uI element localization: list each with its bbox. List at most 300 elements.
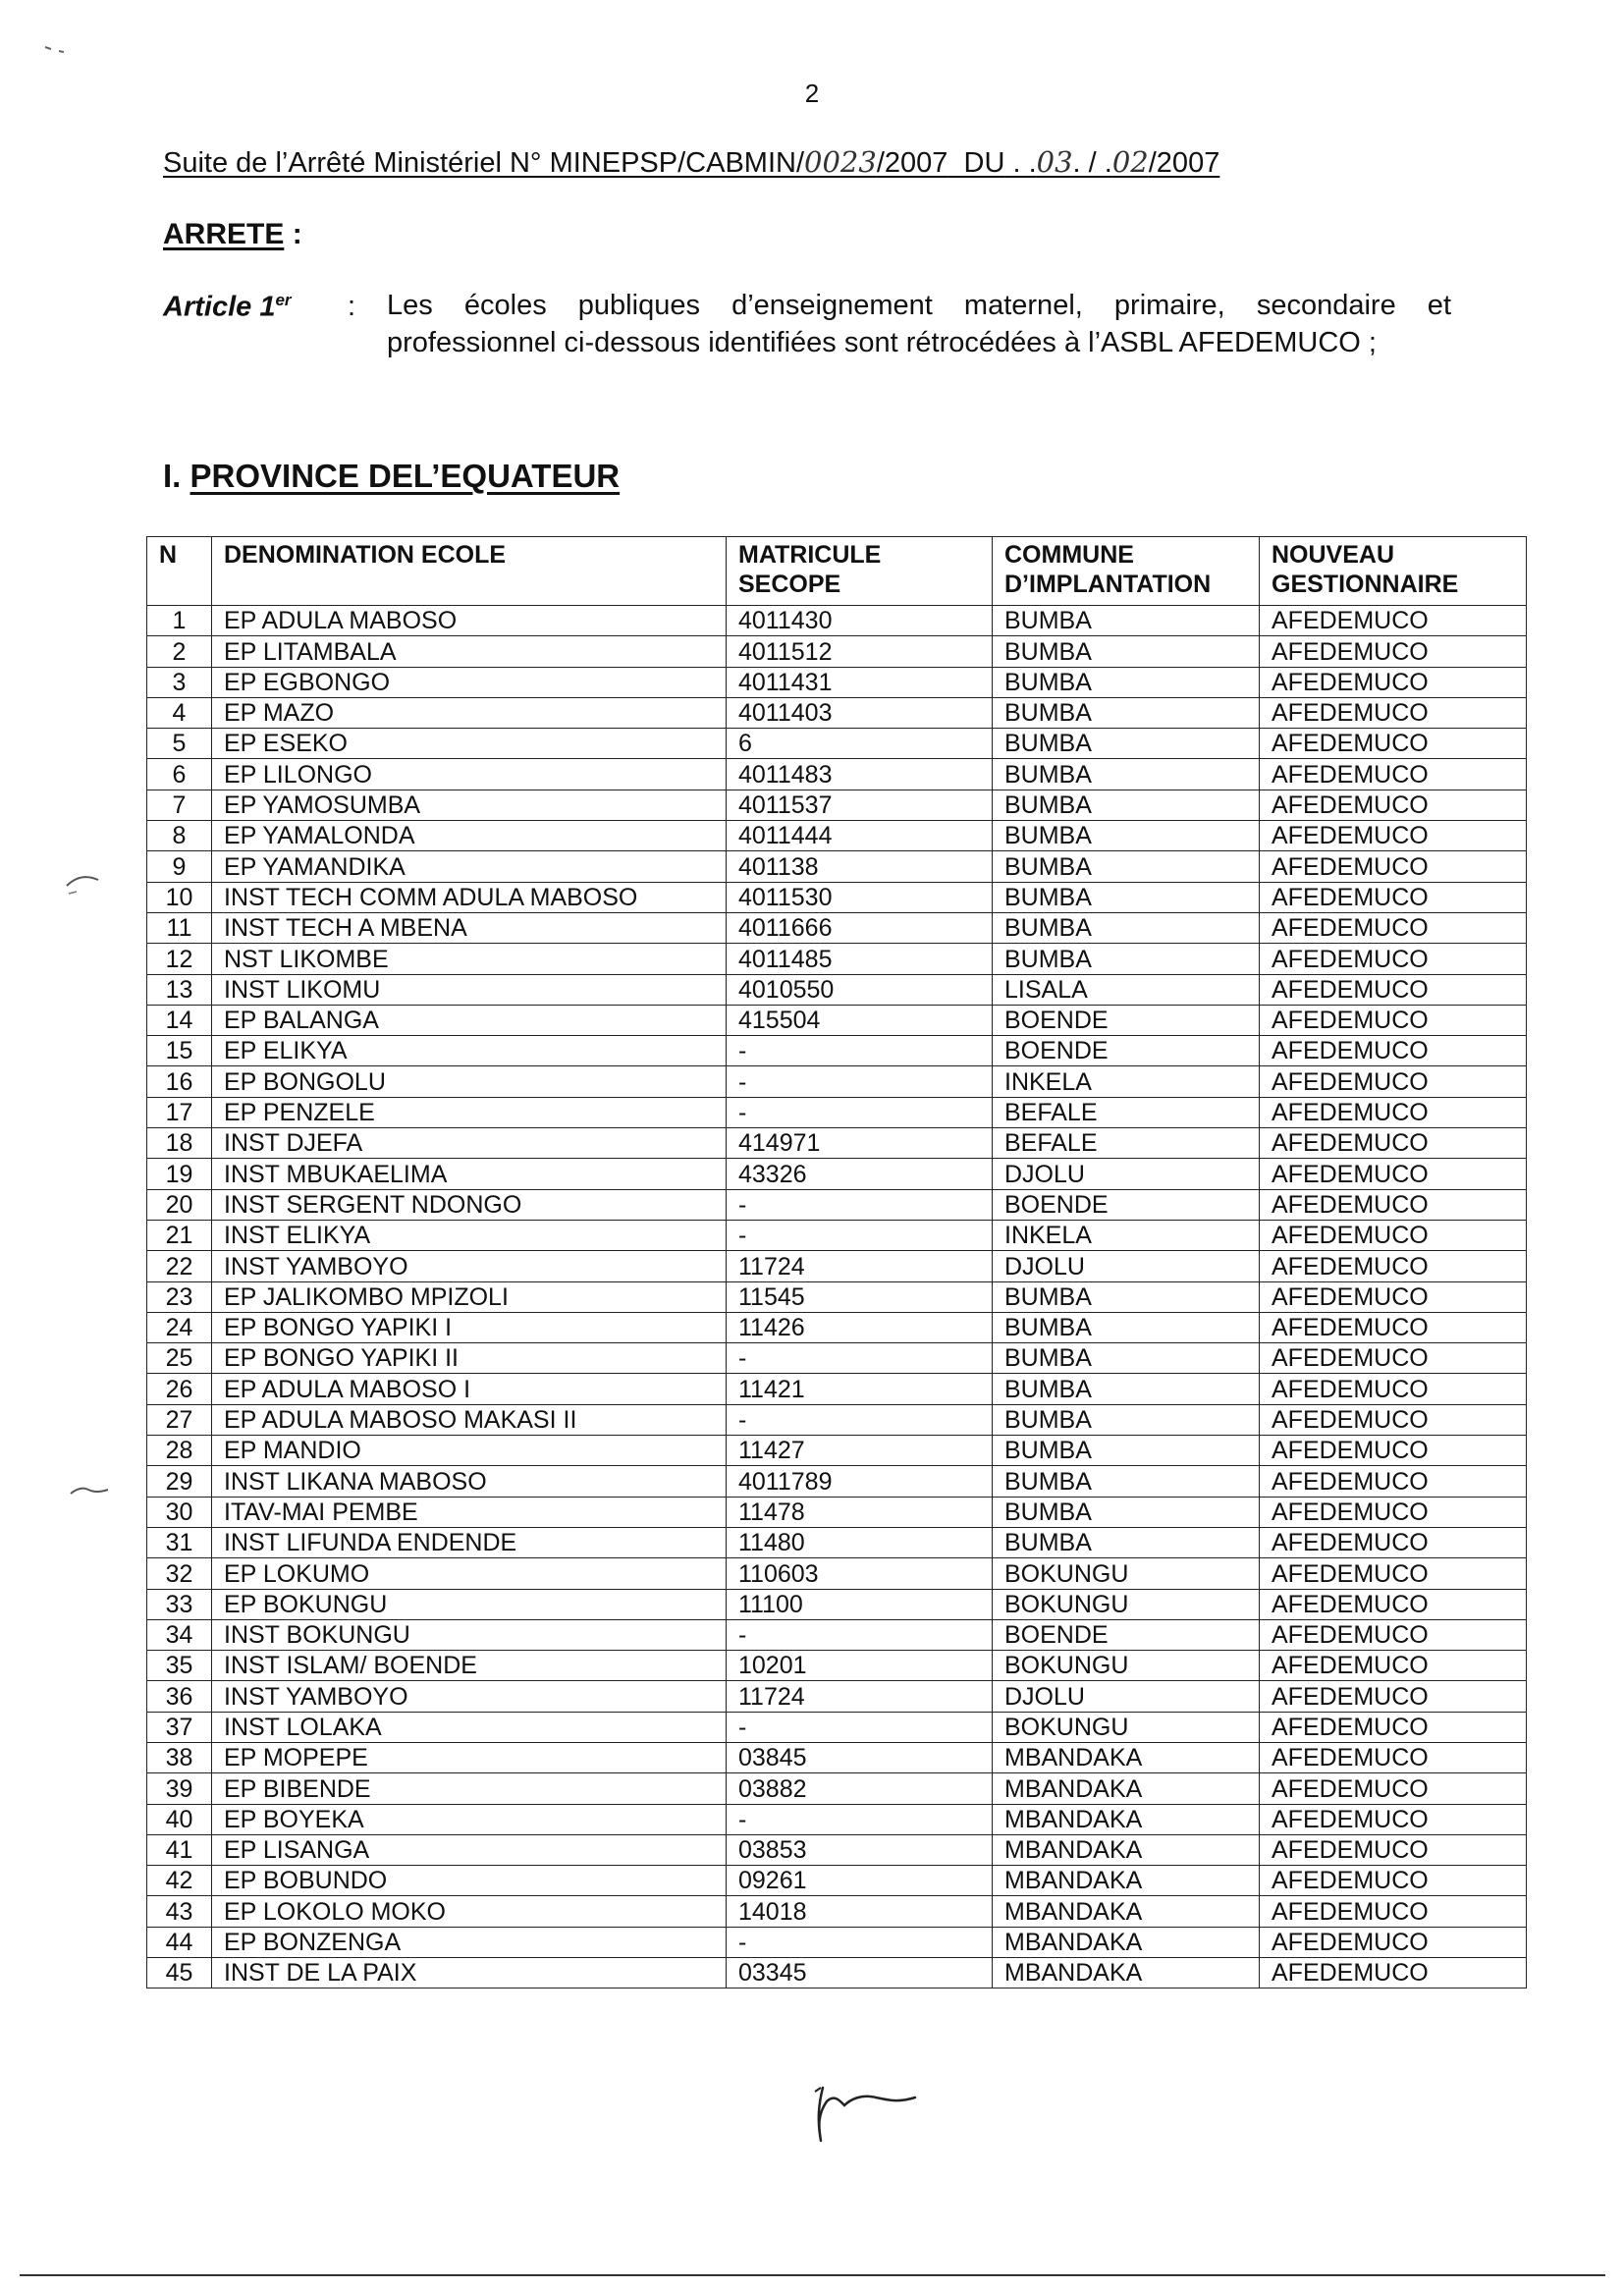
matricule-secope-cell: 4011483	[727, 759, 993, 790]
matricule-secope-cell: 6	[727, 729, 993, 759]
commune-cell: BUMBA	[993, 821, 1260, 851]
row-number-cell: 43	[147, 1896, 212, 1927]
gestionnaire-cell: AFEDEMUCO	[1260, 1189, 1527, 1220]
school-name-cell: INST LIFUNDA ENDENDE	[212, 1527, 727, 1557]
matricule-secope-cell: 4011485	[727, 944, 993, 974]
row-number-cell: 24	[147, 1312, 212, 1342]
row-number-cell: 22	[147, 1251, 212, 1281]
table-row	[147, 1712, 1527, 1742]
row-number-cell: 36	[147, 1681, 212, 1712]
table-row	[147, 1742, 1527, 1772]
school-name-cell: INST ISLAM/ BOENDE	[212, 1651, 727, 1681]
gestionnaire-cell: AFEDEMUCO	[1260, 697, 1527, 728]
header-gestionnaire-line2: GESTIONNAIRE	[1272, 571, 1459, 598]
commune-cell: BOENDE	[993, 1189, 1260, 1220]
row-number-cell: 37	[147, 1712, 212, 1742]
table-row	[147, 1558, 1527, 1589]
page-number: 2	[804, 79, 820, 108]
commune-cell: BUMBA	[993, 1404, 1260, 1435]
row-number-cell: 33	[147, 1589, 212, 1619]
school-name-cell: EP BONGOLU	[212, 1066, 727, 1097]
row-number-cell: 18	[147, 1128, 212, 1159]
section-number: I.	[163, 458, 190, 494]
row-number-cell: 6	[147, 759, 212, 790]
row-number-cell: 2	[147, 636, 212, 667]
table-row	[147, 1312, 1527, 1342]
school-name-cell: EP LISANGA	[212, 1834, 727, 1865]
school-name-cell: INST TECH A MBENA	[212, 912, 727, 943]
gestionnaire-cell: AFEDEMUCO	[1260, 1066, 1527, 1097]
header-commune-line2: D’IMPLANTATION	[1004, 571, 1212, 598]
row-number-cell: 12	[147, 944, 212, 974]
row-number-cell: 41	[147, 1834, 212, 1865]
table-row	[147, 1404, 1527, 1435]
matricule-secope-cell: 401138	[727, 851, 993, 882]
row-number-cell: 29	[147, 1466, 212, 1497]
row-number-cell: 39	[147, 1773, 212, 1804]
gestionnaire-cell: AFEDEMUCO	[1260, 1834, 1527, 1865]
decree-date-year: /2007	[1148, 147, 1220, 179]
school-name-cell: EP LILONGO	[212, 759, 727, 790]
gestionnaire-cell: AFEDEMUCO	[1260, 851, 1527, 882]
school-name-cell: EP EGBONGO	[212, 667, 727, 697]
matricule-secope-cell: 4011431	[727, 667, 993, 697]
matricule-secope-cell: 4011403	[727, 697, 993, 728]
header-denomination-label: DENOMINATION ECOLE	[224, 541, 507, 569]
commune-cell: MBANDAKA	[993, 1896, 1260, 1927]
gestionnaire-cell: AFEDEMUCO	[1260, 974, 1527, 1005]
gestionnaire-cell: AFEDEMUCO	[1260, 1466, 1527, 1497]
gestionnaire-cell: AFEDEMUCO	[1260, 1159, 1527, 1189]
matricule-secope-cell: -	[727, 1036, 993, 1066]
commune-cell: BUMBA	[993, 790, 1260, 820]
section-title-text: PROVINCE DEL’EQUATEUR	[189, 458, 621, 494]
table-row	[147, 1066, 1527, 1097]
table-row	[147, 1466, 1527, 1497]
margin-tick-mark	[59, 864, 118, 903]
table-row	[147, 1128, 1527, 1159]
school-name-cell: EP YAMOSUMBA	[212, 790, 727, 820]
matricule-secope-cell: 4011430	[727, 606, 993, 636]
matricule-secope-cell: 03845	[727, 1742, 993, 1772]
table-row	[147, 1927, 1527, 1957]
school-name-cell: EP YAMALONDA	[212, 821, 727, 851]
table-row	[147, 1251, 1527, 1281]
gestionnaire-cell: AFEDEMUCO	[1260, 821, 1527, 851]
matricule-secope-cell: 11427	[727, 1436, 993, 1466]
matricule-secope-cell: -	[727, 1619, 993, 1650]
header-n	[147, 537, 212, 606]
header-matricule-line1: MATRICULE	[738, 541, 882, 569]
table-row	[147, 1189, 1527, 1220]
table-row	[147, 974, 1527, 1005]
table-row	[147, 1374, 1527, 1404]
gestionnaire-cell: AFEDEMUCO	[1260, 636, 1527, 667]
article-label-text: Article 1	[163, 291, 276, 323]
commune-cell: BUMBA	[993, 912, 1260, 943]
matricule-secope-cell: 4011444	[727, 821, 993, 851]
table-row	[147, 790, 1527, 820]
table-row	[147, 729, 1527, 759]
matricule-secope-cell: -	[727, 1189, 993, 1220]
row-number-cell: 14	[147, 1005, 212, 1035]
decree-du-label: DU	[963, 147, 1005, 179]
decree-year: /2007	[876, 147, 948, 179]
table-row	[147, 1159, 1527, 1189]
matricule-secope-cell: -	[727, 1220, 993, 1250]
school-name-cell: INST TECH COMM ADULA MABOSO	[212, 882, 727, 912]
gestionnaire-cell: AFEDEMUCO	[1260, 1128, 1527, 1159]
commune-cell: BOKUNGU	[993, 1712, 1260, 1742]
table-row	[147, 1220, 1527, 1250]
matricule-secope-cell: 4011666	[727, 912, 993, 943]
matricule-secope-cell: 414971	[727, 1128, 993, 1159]
row-number-cell: 1	[147, 606, 212, 636]
school-name-cell: EP MOPEPE	[212, 1742, 727, 1772]
school-name-cell: EP LOKOLO MOKO	[212, 1896, 727, 1927]
gestionnaire-cell: AFEDEMUCO	[1260, 1773, 1527, 1804]
decree-date-separator: . / .	[1072, 147, 1112, 179]
school-name-cell: INST LIKANA MABOSO	[212, 1466, 727, 1497]
commune-cell: BUMBA	[993, 606, 1260, 636]
header-n-label: N	[159, 541, 178, 569]
school-name-cell: EP ESEKO	[212, 729, 727, 759]
article-label-superscript: er	[275, 291, 292, 309]
row-number-cell: 42	[147, 1866, 212, 1896]
commune-cell: BUMBA	[993, 729, 1260, 759]
handwritten-decree-month: 02	[1111, 145, 1149, 179]
table-row	[147, 821, 1527, 851]
school-name-cell: NST LIKOMBE	[212, 944, 727, 974]
row-number-cell: 35	[147, 1651, 212, 1681]
table-row	[147, 912, 1527, 943]
row-number-cell: 44	[147, 1927, 212, 1957]
table-row	[147, 1834, 1527, 1865]
school-name-cell: EP PENZELE	[212, 1097, 727, 1127]
arrete-heading	[163, 218, 302, 251]
arrete-colon: :	[292, 218, 302, 250]
gestionnaire-cell: AFEDEMUCO	[1260, 1742, 1527, 1772]
gestionnaire-cell: AFEDEMUCO	[1260, 1712, 1527, 1742]
school-name-cell: EP BONZENGA	[212, 1927, 727, 1957]
row-number-cell: 23	[147, 1281, 212, 1312]
table-row	[147, 1281, 1527, 1312]
row-number-cell: 26	[147, 1374, 212, 1404]
row-number-cell: 9	[147, 851, 212, 882]
gestionnaire-cell: AFEDEMUCO	[1260, 1374, 1527, 1404]
commune-cell: INKELA	[993, 1066, 1260, 1097]
commune-cell: BUMBA	[993, 882, 1260, 912]
table-row	[147, 1036, 1527, 1066]
school-name-cell: EP ADULA MABOSO I	[212, 1374, 727, 1404]
table-row	[147, 1343, 1527, 1374]
commune-cell: MBANDAKA	[993, 1804, 1260, 1834]
decree-reference-heading: Suite de l’Arrêté Ministériel N° MINEPSP/CABMIN/0023/2007 DU . .03. / .02/2007	[163, 145, 1220, 179]
gestionnaire-cell: AFEDEMUCO	[1260, 729, 1527, 759]
commune-cell: DJOLU	[993, 1681, 1260, 1712]
decree-reference-prefix: Suite de l’Arrêté Ministériel N° MINEPSP/CABMIN/	[163, 147, 804, 179]
row-number-cell: 25	[147, 1343, 212, 1374]
gestionnaire-cell: AFEDEMUCO	[1260, 1527, 1527, 1557]
commune-cell: BOKUNGU	[993, 1651, 1260, 1681]
row-number-cell: 7	[147, 790, 212, 820]
matricule-secope-cell: 11478	[727, 1497, 993, 1527]
commune-cell: BUMBA	[993, 944, 1260, 974]
commune-cell: BUMBA	[993, 636, 1260, 667]
gestionnaire-cell: AFEDEMUCO	[1260, 1005, 1527, 1035]
commune-cell: MBANDAKA	[993, 1773, 1260, 1804]
commune-cell: BUMBA	[993, 697, 1260, 728]
school-name-cell: EP BOYEKA	[212, 1804, 727, 1834]
header-gestionnaire-line1: NOUVEAU	[1272, 541, 1395, 569]
commune-cell: BUMBA	[993, 1436, 1260, 1466]
commune-cell: BUMBA	[993, 1312, 1260, 1342]
gestionnaire-cell: AFEDEMUCO	[1260, 1251, 1527, 1281]
school-name-cell: EP ELIKYA	[212, 1036, 727, 1066]
matricule-secope-cell: 4011537	[727, 790, 993, 820]
matricule-secope-cell: 03882	[727, 1773, 993, 1804]
matricule-secope-cell: -	[727, 1804, 993, 1834]
matricule-secope-cell: 11724	[727, 1681, 993, 1712]
table-row	[147, 1896, 1527, 1927]
header-gestionnaire	[1260, 537, 1527, 606]
matricule-secope-cell: -	[727, 1404, 993, 1435]
header-matricule	[727, 537, 993, 606]
row-number-cell: 3	[147, 667, 212, 697]
gestionnaire-cell: AFEDEMUCO	[1260, 1651, 1527, 1681]
commune-cell: BUMBA	[993, 759, 1260, 790]
matricule-secope-cell: -	[727, 1097, 993, 1127]
gestionnaire-cell: AFEDEMUCO	[1260, 1927, 1527, 1957]
gestionnaire-cell: AFEDEMUCO	[1260, 1097, 1527, 1127]
table-row	[147, 1097, 1527, 1127]
row-number-cell: 4	[147, 697, 212, 728]
matricule-secope-cell: -	[727, 1343, 993, 1374]
table-row	[147, 667, 1527, 697]
row-number-cell: 11	[147, 912, 212, 943]
matricule-secope-cell: 4010550	[727, 974, 993, 1005]
table-header-row	[147, 537, 1527, 606]
row-number-cell: 32	[147, 1558, 212, 1589]
header-commune-line1: COMMUNE	[1004, 541, 1134, 569]
school-name-cell: EP ADULA MABOSO MAKASI II	[212, 1404, 727, 1435]
matricule-secope-cell: 11480	[727, 1527, 993, 1557]
article-1	[163, 287, 1479, 405]
table-row	[147, 1527, 1527, 1557]
matricule-secope-cell: 415504	[727, 1005, 993, 1035]
table-row	[147, 1958, 1527, 1988]
table-row	[147, 697, 1527, 728]
school-name-cell: EP BIBENDE	[212, 1773, 727, 1804]
arrete-word: ARRETE	[163, 218, 285, 250]
school-name-cell: INST DE LA PAIX	[212, 1958, 727, 1988]
commune-cell: BOENDE	[993, 1005, 1260, 1035]
school-name-cell: INST YAMBOYO	[212, 1681, 727, 1712]
commune-cell: MBANDAKA	[993, 1742, 1260, 1772]
table-row	[147, 944, 1527, 974]
table-row	[147, 1866, 1527, 1896]
commune-cell: DJOLU	[993, 1251, 1260, 1281]
table-row	[147, 636, 1527, 667]
matricule-secope-cell: 4011530	[727, 882, 993, 912]
table-row	[147, 1804, 1527, 1834]
section-title	[163, 458, 620, 495]
school-name-cell: EP LITAMBALA	[212, 636, 727, 667]
table-body	[147, 606, 1527, 1988]
matricule-secope-cell: 11421	[727, 1374, 993, 1404]
matricule-secope-cell: 11426	[727, 1312, 993, 1342]
school-name-cell: INST LOLAKA	[212, 1712, 727, 1742]
handwritten-signature	[805, 2080, 933, 2149]
commune-cell: BUMBA	[993, 667, 1260, 697]
school-name-cell: EP BONGO YAPIKI I	[212, 1312, 727, 1342]
commune-cell: BOENDE	[993, 1036, 1260, 1066]
school-name-cell: INST YAMBOYO	[212, 1251, 727, 1281]
row-number-cell: 13	[147, 974, 212, 1005]
table-row	[147, 1005, 1527, 1035]
table-row	[147, 1497, 1527, 1527]
gestionnaire-cell: AFEDEMUCO	[1260, 1497, 1527, 1527]
header-denomination	[212, 537, 727, 606]
commune-cell: BUMBA	[993, 1281, 1260, 1312]
school-name-cell: INST ELIKYA	[212, 1220, 727, 1250]
table-row	[147, 1619, 1527, 1650]
row-number-cell: 28	[147, 1436, 212, 1466]
header-commune	[993, 537, 1260, 606]
gestionnaire-cell: AFEDEMUCO	[1260, 790, 1527, 820]
scan-speck-marks	[39, 39, 177, 69]
commune-cell: MBANDAKA	[993, 1866, 1260, 1896]
school-name-cell: EP BOBUNDO	[212, 1866, 727, 1896]
school-name-cell: INST SERGENT NDONGO	[212, 1189, 727, 1220]
matricule-secope-cell: 11100	[727, 1589, 993, 1619]
matricule-secope-cell: 4011789	[727, 1466, 993, 1497]
row-number-cell: 40	[147, 1804, 212, 1834]
gestionnaire-cell: AFEDEMUCO	[1260, 1866, 1527, 1896]
school-name-cell: INST LIKOMU	[212, 974, 727, 1005]
school-name-cell: EP BOKUNGU	[212, 1589, 727, 1619]
gestionnaire-cell: AFEDEMUCO	[1260, 1436, 1527, 1466]
gestionnaire-cell: AFEDEMUCO	[1260, 759, 1527, 790]
handwritten-decree-day: 03	[1036, 145, 1073, 179]
row-number-cell: 27	[147, 1404, 212, 1435]
table-row	[147, 759, 1527, 790]
schools-table	[146, 536, 1527, 1988]
row-number-cell: 45	[147, 1958, 212, 1988]
matricule-secope-cell: 03853	[727, 1834, 993, 1865]
margin-tick-mark	[65, 1478, 124, 1507]
matricule-secope-cell: 10201	[727, 1651, 993, 1681]
handwritten-decree-number: 0023	[804, 145, 877, 179]
table-row	[147, 606, 1527, 636]
row-number-cell: 5	[147, 729, 212, 759]
table-row	[147, 1651, 1527, 1681]
row-number-cell: 21	[147, 1220, 212, 1250]
matricule-secope-cell: 43326	[727, 1159, 993, 1189]
table-row	[147, 1681, 1527, 1712]
gestionnaire-cell: AFEDEMUCO	[1260, 1312, 1527, 1342]
matricule-secope-cell: -	[727, 1066, 993, 1097]
gestionnaire-cell: AFEDEMUCO	[1260, 1558, 1527, 1589]
commune-cell: BEFALE	[993, 1128, 1260, 1159]
matricule-secope-cell: 11545	[727, 1281, 993, 1312]
article-text: Les écoles publiques d’enseignement maternel, primaire, secondaire et professionnel ci-dessous identifiées sont rétrocédées à l’ASBL AFEDEMUCO ;	[387, 290, 1451, 358]
commune-cell: BUMBA	[993, 1527, 1260, 1557]
row-number-cell: 10	[147, 882, 212, 912]
gestionnaire-cell: AFEDEMUCO	[1260, 1681, 1527, 1712]
commune-cell: BOKUNGU	[993, 1589, 1260, 1619]
header-matricule-line2: SECOPE	[738, 571, 841, 598]
school-name-cell: EP YAMANDIKA	[212, 851, 727, 882]
school-name-cell: EP MAZO	[212, 697, 727, 728]
article-colon: :	[348, 291, 356, 322]
matricule-secope-cell: -	[727, 1712, 993, 1742]
row-number-cell: 17	[147, 1097, 212, 1127]
matricule-secope-cell: -	[727, 1927, 993, 1957]
gestionnaire-cell: AFEDEMUCO	[1260, 1958, 1527, 1988]
gestionnaire-cell: AFEDEMUCO	[1260, 1036, 1527, 1066]
commune-cell: BOKUNGU	[993, 1558, 1260, 1589]
table-row	[147, 851, 1527, 882]
gestionnaire-cell: AFEDEMUCO	[1260, 944, 1527, 974]
table-row	[147, 1773, 1527, 1804]
matricule-secope-cell: 14018	[727, 1896, 993, 1927]
school-name-cell: EP BALANGA	[212, 1005, 727, 1035]
matricule-secope-cell: 110603	[727, 1558, 993, 1589]
gestionnaire-cell: AFEDEMUCO	[1260, 667, 1527, 697]
school-name-cell: INST MBUKAELIMA	[212, 1159, 727, 1189]
row-number-cell: 8	[147, 821, 212, 851]
gestionnaire-cell: AFEDEMUCO	[1260, 1589, 1527, 1619]
gestionnaire-cell: AFEDEMUCO	[1260, 1896, 1527, 1927]
row-number-cell: 15	[147, 1036, 212, 1066]
table-row	[147, 1589, 1527, 1619]
bottom-rule	[20, 2274, 1605, 2276]
row-number-cell: 38	[147, 1742, 212, 1772]
gestionnaire-cell: AFEDEMUCO	[1260, 1220, 1527, 1250]
commune-cell: BUMBA	[993, 1497, 1260, 1527]
row-number-cell: 20	[147, 1189, 212, 1220]
gestionnaire-cell: AFEDEMUCO	[1260, 1404, 1527, 1435]
commune-cell: DJOLU	[993, 1159, 1260, 1189]
matricule-secope-cell: 4011512	[727, 636, 993, 667]
school-name-cell: EP LOKUMO	[212, 1558, 727, 1589]
commune-cell: INKELA	[993, 1220, 1260, 1250]
school-name-cell: INST BOKUNGU	[212, 1619, 727, 1650]
article-label	[163, 291, 292, 324]
matricule-secope-cell: 03345	[727, 1958, 993, 1988]
gestionnaire-cell: AFEDEMUCO	[1260, 1281, 1527, 1312]
school-name-cell: ITAV-MAI PEMBE	[212, 1497, 727, 1527]
school-name-cell: INST DJEFA	[212, 1128, 727, 1159]
commune-cell: MBANDAKA	[993, 1958, 1260, 1988]
row-number-cell: 34	[147, 1619, 212, 1650]
gestionnaire-cell: AFEDEMUCO	[1260, 1619, 1527, 1650]
gestionnaire-cell: AFEDEMUCO	[1260, 912, 1527, 943]
gestionnaire-cell: AFEDEMUCO	[1260, 606, 1527, 636]
commune-cell: BUMBA	[993, 1466, 1260, 1497]
commune-cell: BUMBA	[993, 851, 1260, 882]
row-number-cell: 30	[147, 1497, 212, 1527]
table-row	[147, 882, 1527, 912]
commune-cell: BUMBA	[993, 1374, 1260, 1404]
commune-cell: BUMBA	[993, 1343, 1260, 1374]
matricule-secope-cell: 11724	[727, 1251, 993, 1281]
commune-cell: LISALA	[993, 974, 1260, 1005]
row-number-cell: 31	[147, 1527, 212, 1557]
gestionnaire-cell: AFEDEMUCO	[1260, 1343, 1527, 1374]
school-name-cell: EP BONGO YAPIKI II	[212, 1343, 727, 1374]
